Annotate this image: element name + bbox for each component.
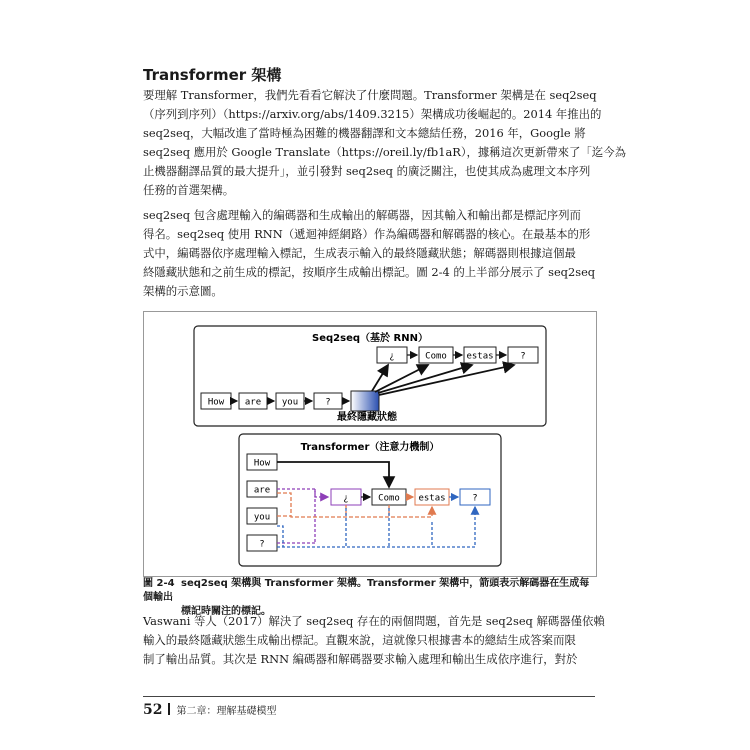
output-token: ¿	[343, 493, 349, 504]
architecture-diagram	[144, 312, 596, 576]
text-line: （序列到序列）（https://arxiv.org/abs/1409.3215）架構成功後崛起的。2014 年推出的	[143, 107, 602, 121]
page-footer	[143, 702, 276, 718]
text-line: 任務的首選架構。	[143, 183, 235, 197]
text-line: Vaswani 等人（2017）解決了 seq2seq 存在的兩個問題，首先是 seq2seq 解碼器僅依賴	[143, 614, 605, 628]
input-token: you	[281, 397, 299, 408]
transformer-title: Transformer（注意力機制）	[300, 442, 440, 453]
caption-label: 圖 2-4	[143, 578, 175, 589]
text-line: 式中，編碼器依序處理輸入標記，生成表示輸入的最終隱藏狀態；解碼器則根據這個最	[143, 246, 576, 260]
seq2seq-title: Seq2seq（基於 RNN）	[312, 333, 428, 344]
text-line: 制了輸出品質。其次是 RNN 編碼器和解碼器要求輸入處理和輸出生成依序進行，對於	[143, 652, 578, 666]
final-hidden-state-label: 最終隱藏狀態	[337, 412, 397, 423]
paragraph-1	[143, 86, 626, 200]
section-heading: Transformer 架構	[143, 66, 282, 84]
final-hidden-state-box	[351, 391, 379, 411]
chapter-title: 第二章：理解基礎模型	[176, 706, 277, 717]
output-token: estas	[466, 351, 494, 362]
text-line: 要理解 Transformer，我們先看看它解決了什麼問題。Transformer 架構是在 seq2seq	[143, 88, 597, 102]
caption-line-2: 標記時關注的標記。	[181, 606, 271, 617]
output-token: ?	[520, 351, 526, 362]
text-line: 止機器翻譯品質的最大提升」，並引發對 seq2seq 的廣泛關注，也使其成為處理文本序列	[143, 164, 591, 178]
paragraph-3	[143, 612, 605, 669]
text-line: seq2seq 應用於 Google Translate（https://oreil.ly/fb1aR），據稱這次更新帶來了「迄今為	[143, 145, 626, 159]
text-line: seq2seq 包含處理輸入的編碼器和生成輸出的解碼器，因其輸入和輸出都是標記序列而	[143, 208, 581, 222]
input-token: How	[253, 458, 271, 469]
text-line: 得名。seq2seq 使用 RNN（遞迴神經網路）作為編碼器和解碼器的核心。在最基本的形	[143, 227, 591, 241]
footer-separator	[168, 703, 170, 715]
input-token: ?	[259, 539, 265, 550]
input-token: ?	[325, 397, 331, 408]
text-line: 架構的示意圖。	[143, 284, 223, 298]
input-token: you	[253, 512, 271, 523]
output-token: Como	[425, 351, 447, 362]
figure-2-4	[143, 311, 597, 577]
output-token: Como	[378, 493, 400, 504]
output-token: ¿	[389, 351, 395, 362]
caption-line-1: seq2seq 架構與 Transformer 架構。Transformer 架構中，箭頭表示解碼器在生成每個輸出	[143, 578, 590, 603]
text-line: 輸入的最終隱藏狀態生成輸出標記。直觀來說，這就像只根據書本的總結生成答案而限	[143, 633, 576, 647]
paragraph-2	[143, 206, 595, 301]
output-token: ?	[472, 493, 478, 504]
text-line: seq2seq，大幅改進了當時極為困難的機器翻譯和文本總結任務，2016 年，Google 將	[143, 126, 586, 140]
output-token: estas	[418, 493, 446, 504]
input-token: How	[207, 397, 225, 408]
text-line: 終隱藏狀態和之前生成的標記，按順序生成輸出標記。圖 2-4 的上半部分展示了 seq2seq	[143, 265, 596, 279]
input-token: are	[244, 397, 262, 408]
footer-rule	[143, 696, 595, 697]
page-number: 52	[143, 702, 163, 718]
input-token: are	[253, 485, 271, 496]
